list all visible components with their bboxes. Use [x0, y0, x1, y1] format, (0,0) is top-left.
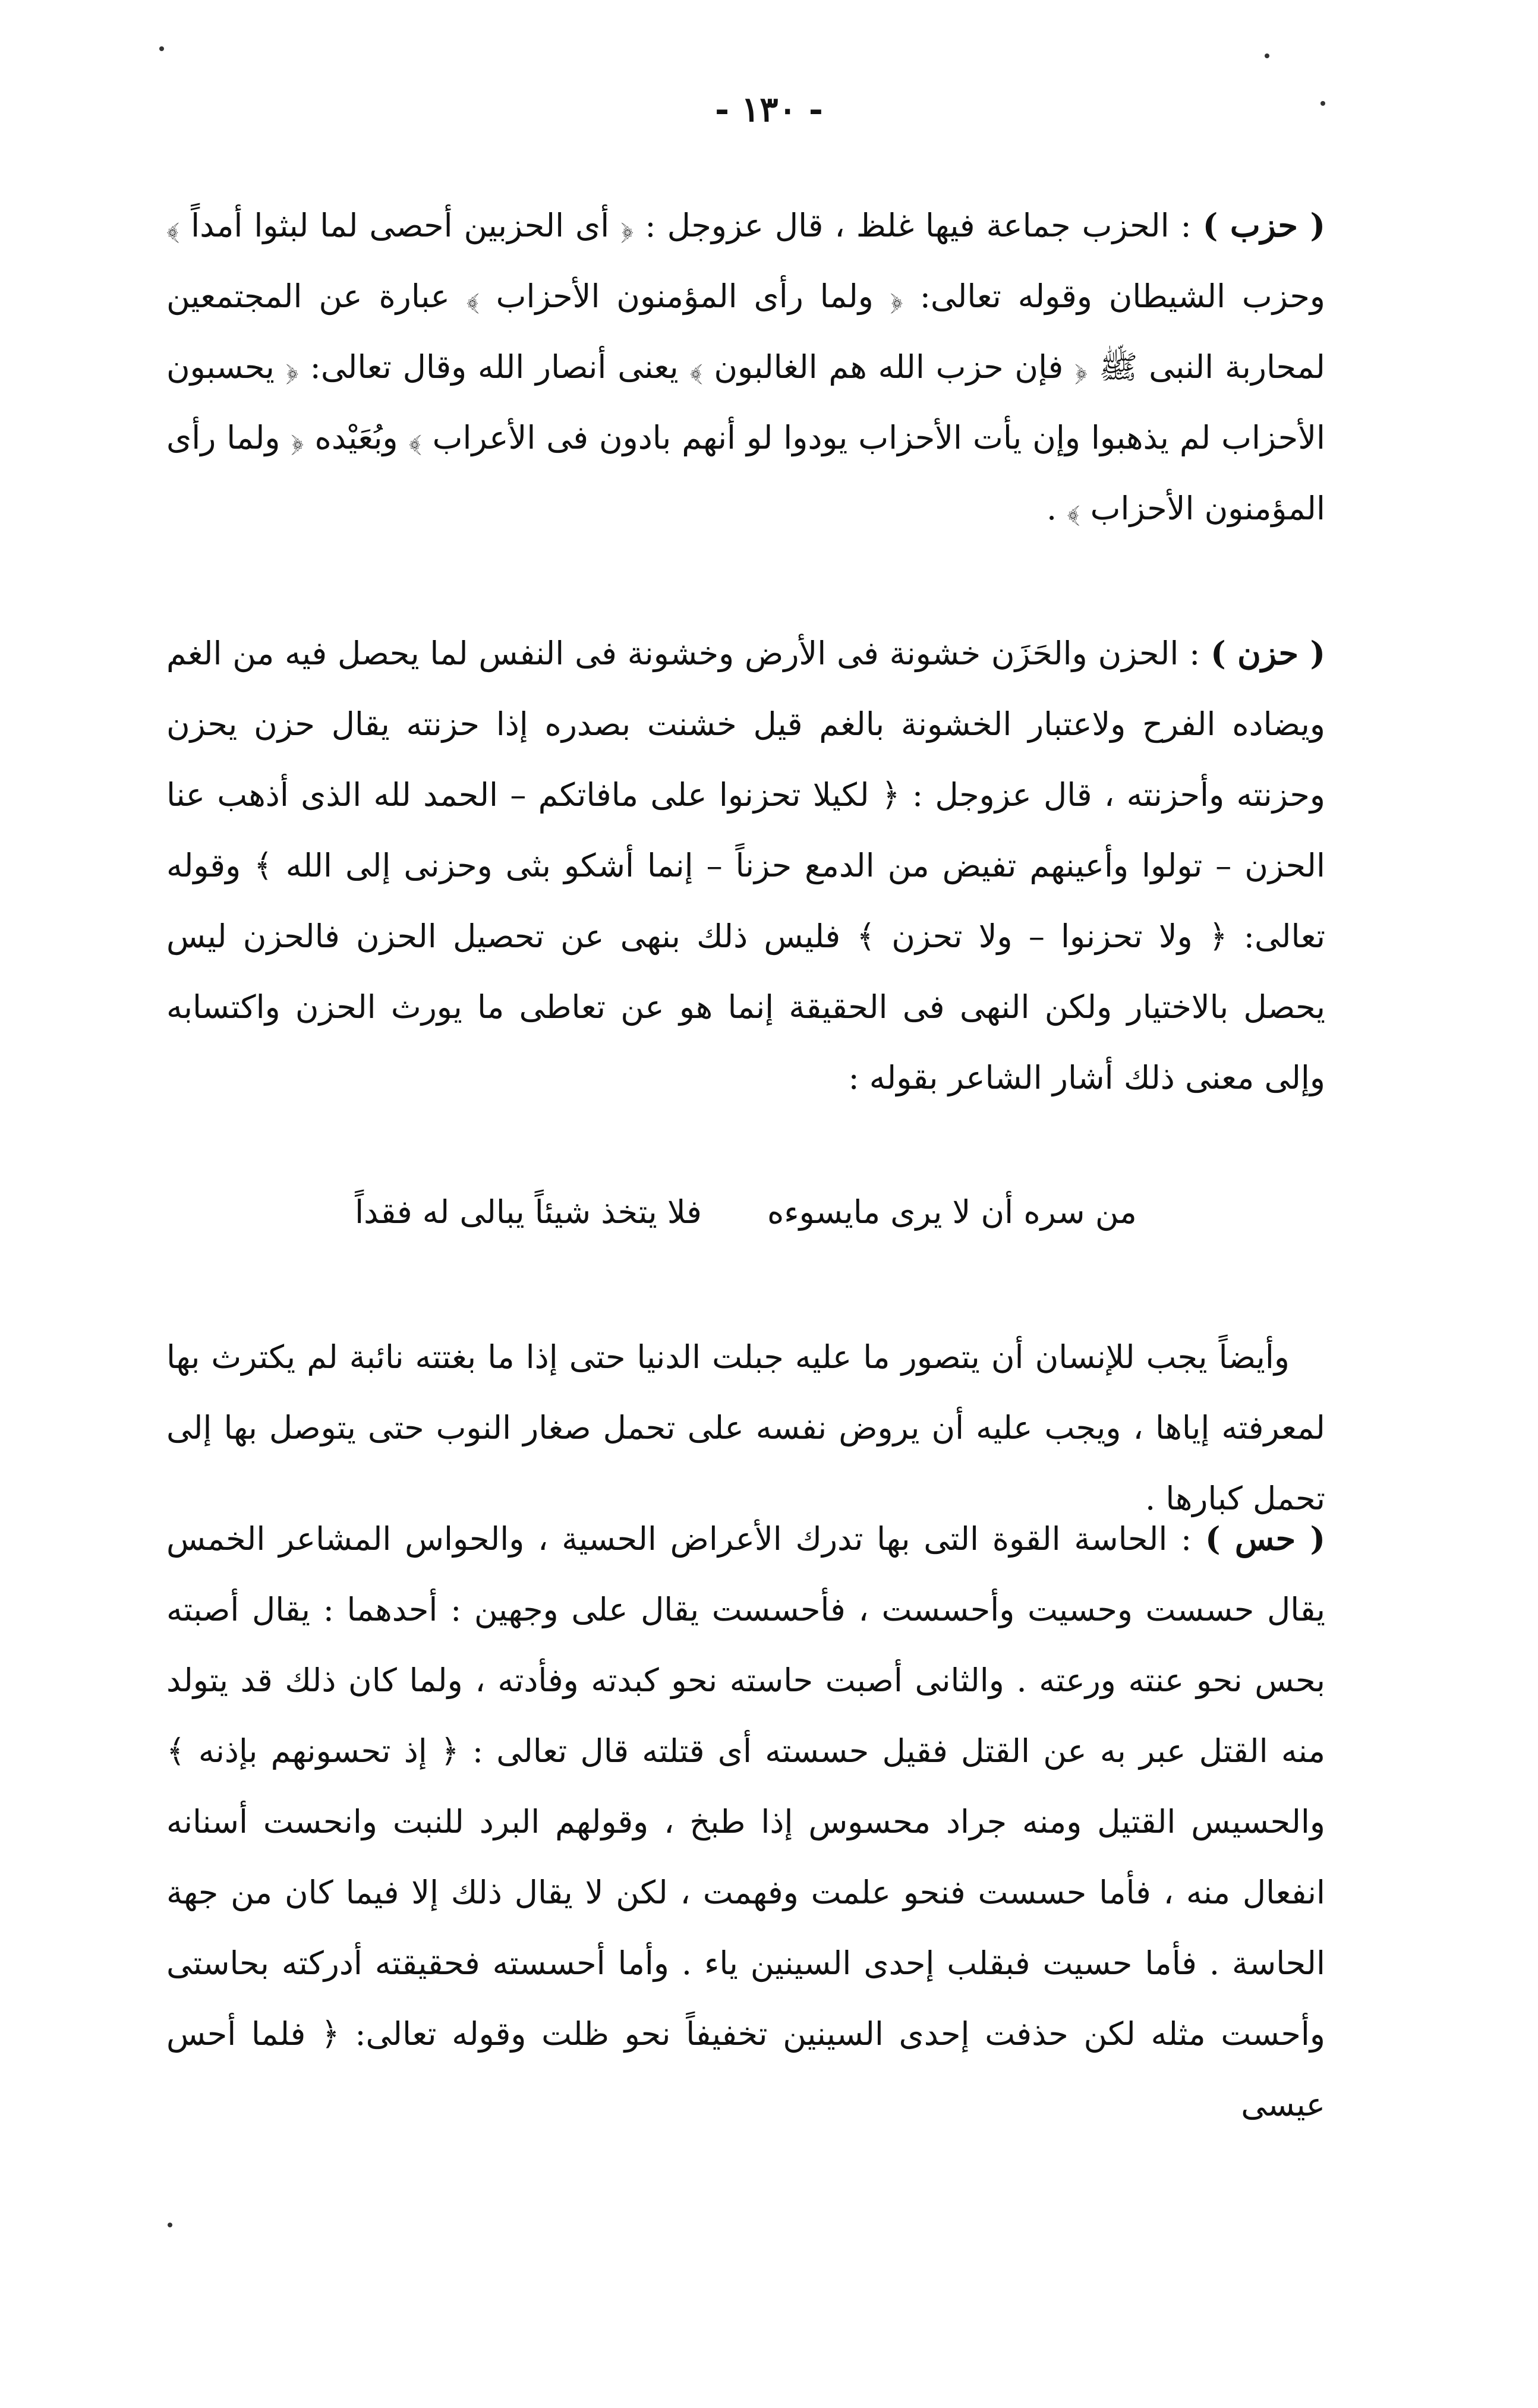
- scan-speck: [159, 46, 164, 51]
- entry-body: : الحاسة القوة التى بها تدرك الأعراض الحسية ، والحواس المشاعر الخمس يقال حسست وحسيت وأحسست ، فأحسست يقال على وجهين : أحدهما : يقال أصبته بحس نحو عنته ورعته . والثانى أصبت حاسته نحو كبدته وفأدته ، ولما كان ذلك قد يتولد منه القتل عبر به عن القتل فقيل حسسته أى قتلته قال تعالى : ﴿ إذ تحسونهم بإذنه ﴾ والحسيس القتيل ومنه جراد محسوس إذا طبخ ، وقولهم البرد للنبت وانحست أسنانه انفعال منه ، فأما حسست فنحو علمت وفهمت ، لكن لا يقال ذلك إلا فيما كان من جهة الحاسة . فأما حسيت فبقلب إحدى السينين ياء . وأما أحسسته فحقيقته أدركته بحاستى وأحست مثله لكن حذفت إحدى السينين تخفيفاً نحو ظلت وقوله تعالى: ﴿ فلما أحس عيسى: [166, 1520, 1325, 2123]
- entry-headword: ( حزب ): [1202, 206, 1325, 244]
- dictionary-entry-huzn: [166, 618, 1325, 1113]
- continuation-paragraph: وأيضاً يجب للإنسان أن يتصور ما عليه جبلت الدنيا حتى إذا ما بغتته نائبة لم يكترث بها لمعرفته إياها ، ويجب عليه أن يروض نفسه على تحمل صغار النوب حتى يتوصل بها إلى تحمل كبارها .: [166, 1338, 1325, 1517]
- page-number: - ١٣٠ -: [715, 89, 823, 130]
- scan-speck: [168, 2223, 172, 2227]
- entry-paragraph: [166, 1504, 1325, 2140]
- verse-hemistich-second: فلا يتخذ شيئاً يبالى له فقداً: [355, 1193, 702, 1231]
- entry-paragraph: [166, 618, 1325, 1113]
- entry-headword: ( حزن ): [1211, 634, 1326, 672]
- dictionary-entry-hiss: [166, 1504, 1325, 2140]
- entry-body: : الحزب جماعة فيها غلظ ، قال عزوجل : ﴿ أى الحزبين أحصى لما لبثوا أمداً ﴾ وحزب الشيطان وقوله تعالى: ﴿ ولما رأى المؤمنون الأحزاب ﴾ عبارة عن المجتمعين لمحاربة النبى ﷺ ﴿ فإن حزب الله هم الغالبون ﴾ يعنى أنصار الله وقال تعالى: ﴿ يحسبون الأحزاب لم يذهبوا وإن يأت الأحزاب يودوا لو أنهم بادون فى الأعراب ﴾ وبُعَيْده ﴿ ولما رأى المؤمنون الأحزاب ﴾ .: [166, 207, 1325, 527]
- entry-headword: ( حس ): [1205, 1520, 1325, 1558]
- entry-body: : الحزن والحَزَن خشونة فى الأرض وخشونة فى النفس لما يحصل فيه من الغم ويضاده الفرح ولاعتبار الخشونة بالغم قيل خشنت بصدره إذا حزنته يقال حزن يحزن وحزنته وأحزنته ، قال عزوجل : ﴿ لكيلا تحزنوا على مافاتكم – الحمد لله الذى أذهب عنا الحزن – تولوا وأعينهم تفيض من الدمع حزناً – إنما أشكو بثى وحزنى إلى الله ﴾ وقوله تعالى: ﴿ ولا تحزنوا – ولا تحزن ﴾ فليس ذلك بنهى عن تحصيل الحزن فالحزن ليس يحصل بالاختيار ولكن النهى فى الحقيقة إنما هو عن تعاطى ما يورث الحزن واكتسابه وإلى معنى ذلك أشار الشاعر بقوله :: [166, 635, 1325, 1096]
- scan-speck: [1265, 53, 1269, 58]
- entry-paragraph: [166, 190, 1325, 544]
- verse-hemistich-first: من سره أن لا يرى مايسوءه: [767, 1193, 1137, 1231]
- dictionary-entry-hizb: [166, 190, 1325, 544]
- poetry-verse: [166, 1183, 1325, 1242]
